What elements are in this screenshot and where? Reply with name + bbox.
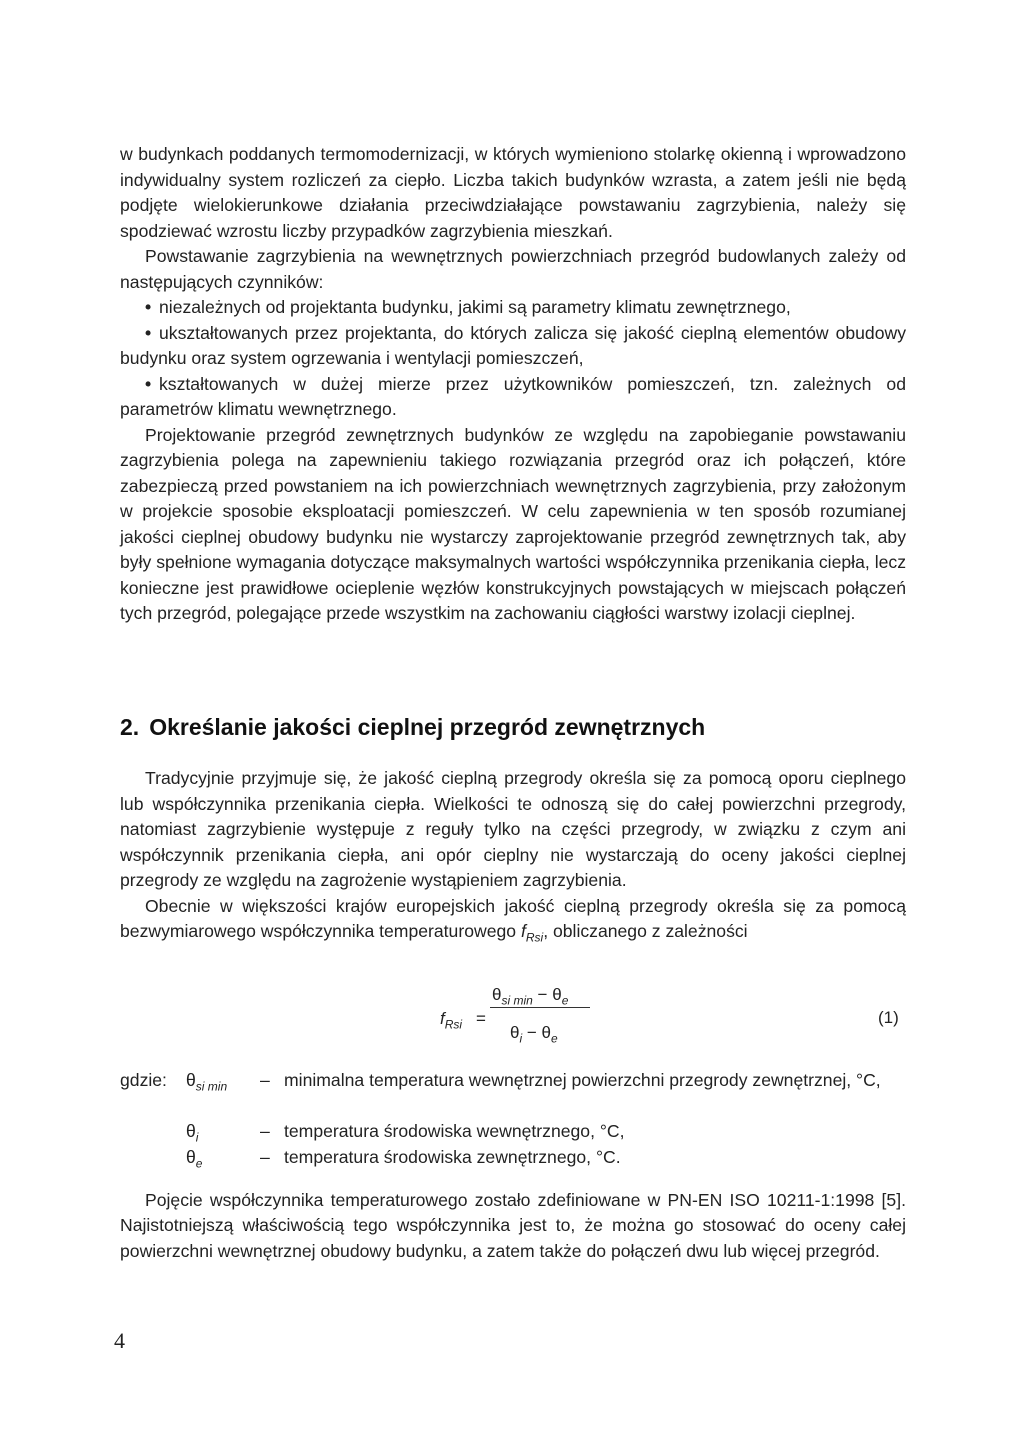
- body-text-bottom: [120, 1170, 906, 1282]
- body-text-top: [120, 142, 906, 627]
- where-symbol: $\theta_{si min}$: [186, 1070, 228, 1094]
- where-row: [120, 1068, 910, 1119]
- paragraph: w budynkach poddanych termomodernizacji, w których wymieniono stolarkę okienną i wprowadzono indywidualny system rozliczeń za ciepło. Liczba takich budynków wzrasta, a zatem jeśli nie będą podjęte wielokierunkowe działania przeciwdziałające powstawaniu zagrzybienia, należy się spodziewać wzrostu liczby przypadków zagrzybienia mieszkań.: [120, 144, 906, 241]
- bullet-item: • niezależnych od projektanta budynku, jakimi są parametry klimatu zewnętrznego,: [120, 295, 906, 321]
- formula: [440, 983, 600, 1058]
- formula-equals: =: [476, 1009, 486, 1028]
- symbol-f-rsi: $f_{Rsi}$: [520, 921, 544, 945]
- formula-number: (1): [878, 1008, 899, 1027]
- where-list: [120, 1068, 910, 1170]
- formula-denominator: $\theta_i - \theta_e$: [510, 1023, 558, 1046]
- where-symbol: $\theta_e$: [186, 1146, 203, 1171]
- formula-numerator: $\theta_{si min} - \theta_e$: [492, 985, 569, 1008]
- where-dash: –: [260, 1121, 270, 1141]
- where-symbol: $\theta_i$: [186, 1121, 199, 1145]
- section-heading: [120, 714, 715, 741]
- where-row: [120, 1119, 910, 1145]
- paragraph: Pojęcie współczynnika temperaturowego zostało zdefiniowane w PN-EN ISO 10211-1:1998 [5]. Najistotniejszą właściwością tego współczynnika jest to, że można go stosować do oceny całej powierzchni wewnętrznej obudowy budynku, a zatem także do połączeń dwu lub więcej przegród.: [120, 1189, 906, 1261]
- paragraph: Powstawanie zagrzybienia na wewnętrznych powierzchniach przegród budowlanych zależy od następujących czynników:: [120, 246, 906, 292]
- bullet-icon: •: [145, 297, 152, 317]
- where-text: temperatura środowiska wewnętrznego, °C,: [284, 1121, 625, 1141]
- paragraph: Tradycyjnie przyjmuje się, że jakość cieplną przegrody określa się za pomocą oporu cieplnego lub współczynnika przenikania ciepła. Wielkości te odnoszą się do całej powierzchni przegrody, natomiast zagrzybienie występuje z reguły tylko na części przegrody, w związku z czym ani współczynnik przenikania ciepła, ani opór cieplny nie wystarczają do oceny jakości cieplnej przegrody ze względu na zagrożenie wystąpieniem zagrzybienia.: [120, 768, 906, 890]
- bullet-icon: •: [145, 373, 152, 394]
- bullet-icon: •: [145, 322, 152, 343]
- where-label: gdzie:: [120, 1070, 167, 1090]
- body-text-mid: [120, 766, 906, 951]
- where-text: temperatura środowiska zewnętrznego, °C.: [284, 1146, 621, 1167]
- paragraph: Projektowanie przegród zewnętrznych budynków ze względu na zapobieganie powstawaniu zagrzybienia polega na zapewnieniu takiego rozwiązania przegród oraz ich połączeń, które zabezpieczą przed powstaniem na ich powierzchniach wewnętrznych zagrzybienia, przy założonym w projekcie sposobie eksploatacji pomieszczeń. W celu zapewnienia w ten sposób rozumianej jakości cieplnej obudowy budynku nie wystarczy zaprojektowanie przegród zewnętrznych tak, aby były spełnione wymagania dotyczące maksymalnych wartości współczynnika przenikania ciepła, lecz konieczne jest prawidłowe ocieplenie węzłów konstrukcyjnych powstających w miejscach połączeń tych przegród, polegające przede wszystkim na zachowaniu ciągłości warstwy izolacji cieplnej.: [120, 424, 906, 623]
- section-number: 2.: [120, 714, 140, 740]
- section-title: Określanie jakości cieplnej przegród zewnętrznych: [149, 714, 706, 740]
- where-dash: –: [260, 1146, 270, 1167]
- paragraph: Obecnie w większości krajów europejskich jakość cieplną przegrody określa się za pomocą bezwymiarowego współczynnika temperaturowego $f_{Rsi}$, obliczanego z zależności: [120, 895, 906, 945]
- fraction-line: [490, 1007, 590, 1008]
- bullet-item: • kształtowanych w dużej mierze przez użytkowników pomieszczeń, tzn. zależnych od parametrów klimatu wewnętrznego.: [120, 373, 906, 419]
- page-number: 4: [114, 1328, 125, 1353]
- where-dash: –: [260, 1070, 270, 1090]
- bullet-item: • ukształtowanych przez projektanta, do których zalicza się jakość cieplną elementów obudowy budynku oraz system ogrzewania i wentylacji pomieszczeń,: [120, 322, 906, 368]
- formula-lhs: $f_{Rsi}$: [440, 1009, 463, 1032]
- where-text: minimalna temperatura wewnętrznej powierzchni przegrody zewnętrznej, °C,: [284, 1070, 881, 1090]
- where-row: [120, 1145, 910, 1171]
